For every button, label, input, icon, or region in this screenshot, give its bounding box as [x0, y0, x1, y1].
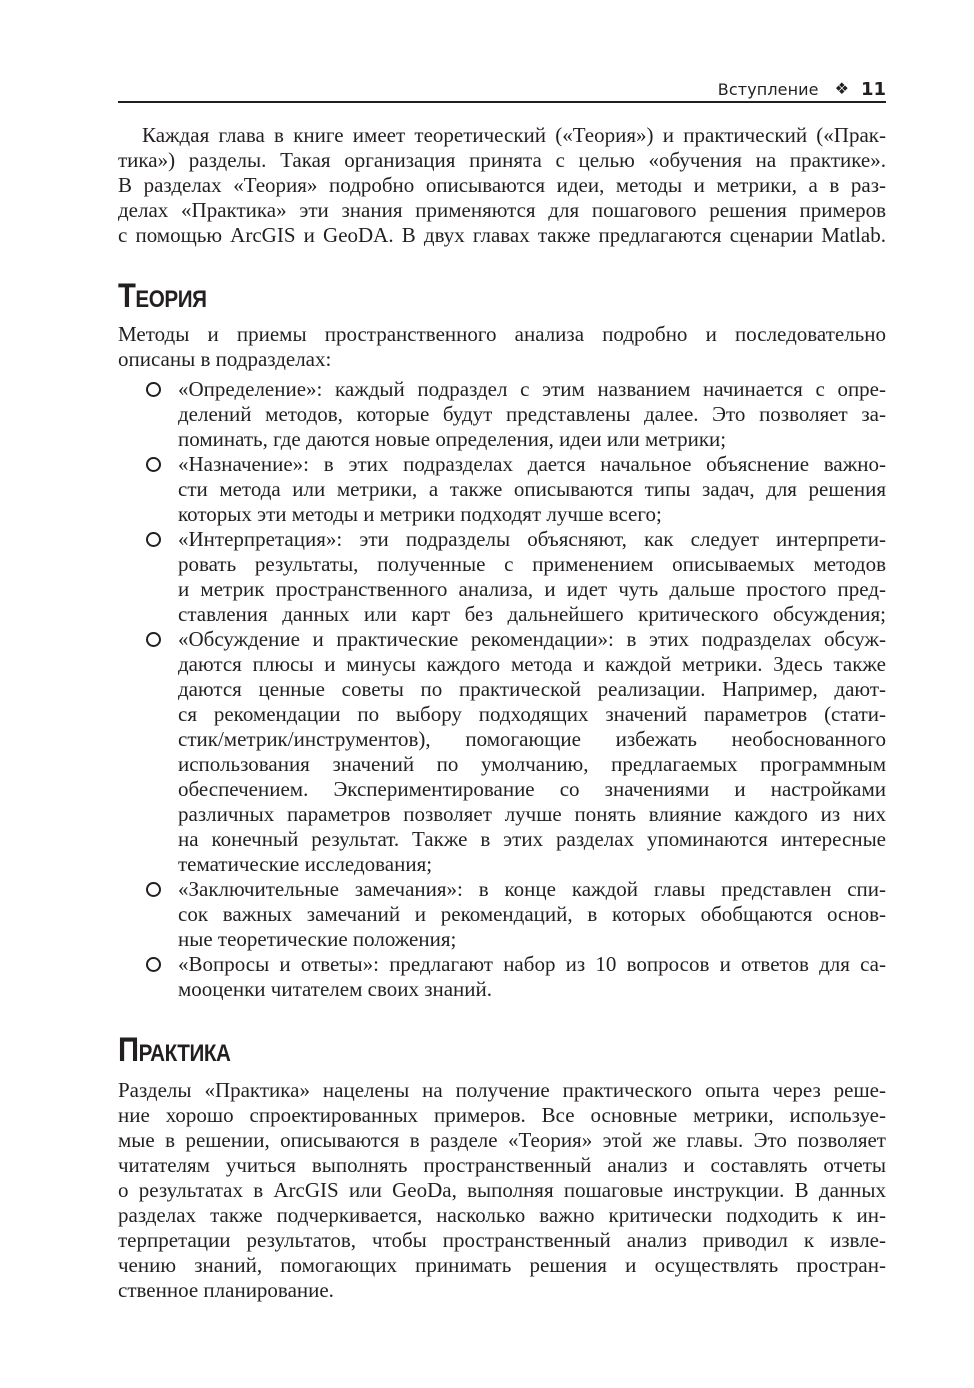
text-line: о результатах в ArcGIS или GeoDa, выполняя пошаговые инструкции. В данных	[118, 1178, 886, 1202]
text-line: чению знаний, помогающих принимать решения и осуществлять простран-	[118, 1253, 886, 1277]
text-line: «Вопросы и ответы»: предлагают набор из 10 вопросов и ответов для са-	[178, 952, 886, 976]
hollow-circle-bullet-icon	[146, 882, 161, 897]
text-line: «Назначение»: в этих подразделах дается начальное объяснение важно-	[178, 452, 886, 476]
text-line: ся рекомендации по выбору подходящих значений параметров (стати-	[178, 702, 886, 726]
text-line: на конечный результат. Также в этих разделах упоминаются интересные	[178, 827, 886, 851]
text-line: читателям учиться выполнять пространственный анализ и составлять отчеты	[118, 1153, 886, 1177]
text-line: ставления данных или карт без дальнейшего критического обсуждения;	[178, 602, 886, 626]
text-line: «Определение»: каждый подраздел с этим названием начинается с опре-	[178, 377, 886, 401]
text-line: мооценки читателем своих знаний.	[178, 977, 493, 1001]
text-line: Каждая глава в книге имеет теоретический («Теория») и практический («Прак-	[142, 123, 886, 147]
text-line: «Заключительные замечания»: в конце каждой главы представлен спи-	[178, 877, 886, 901]
text-line: разделах также подчеркивается, насколько важно критически подходить к ин-	[118, 1203, 886, 1227]
hollow-circle-bullet-icon	[146, 532, 161, 547]
section-heading-practice: Практика	[118, 1031, 231, 1069]
text-line: тематические исследования;	[178, 852, 433, 876]
section-heading-theory: Теория	[118, 277, 207, 315]
text-line: ровать результаты, полученные с применением описываемых методов	[178, 552, 886, 576]
text-line: сти метода или метрики, а также описываются типы задач, для решения	[178, 477, 886, 501]
text-line: ные теоретические положения;	[178, 927, 457, 951]
four-diamond-ornament-icon: ❖	[834, 79, 849, 98]
page-number: 11	[860, 78, 886, 100]
text-line: различных параметров позволяет лучше понять влияние каждого из них	[178, 802, 886, 826]
text-line: делах «Практика» эти знания применяются для пошагового решения примеров	[118, 198, 886, 222]
text-line: и метрик пространственного анализа, и идет чуть дальше простого пред-	[178, 577, 886, 601]
text-line: описаны в подразделах:	[118, 347, 332, 371]
hollow-circle-bullet-icon	[146, 382, 161, 397]
text-line: поминать, где даются новые определения, идеи или метрики;	[178, 427, 727, 451]
text-line: стик/метрик/инструментов), помогающие избежать необоснованного	[178, 727, 886, 751]
text-line: обеспечением. Экспериментирование со значениями и настройками	[178, 777, 886, 801]
text-line: «Обсуждение и практические рекомендации»: в этих подразделах обсуж-	[178, 627, 886, 651]
header-rule	[118, 101, 886, 103]
text-line: с помощью ArcGIS и GeoDA. В двух главах также предлагаются сценарии Matlab.	[118, 223, 886, 247]
text-line: сок важных замечаний и рекомендаций, в которых обобщаются основ-	[178, 902, 886, 926]
text-line: делений методов, которые будут представлены далее. Это позволяет за-	[178, 402, 886, 426]
text-line: мые в решении, описываются в разделе «Теория» этой же главы. Это позволяет	[118, 1128, 886, 1152]
text-line: которых эти методы и метрики подходят лучше всего;	[178, 502, 662, 526]
chapter-title: Вступление	[717, 79, 819, 99]
text-line: терпретации результатов, чтобы пространственный анализ приводил к извле-	[118, 1228, 886, 1252]
text-line: Разделы «Практика» нацелены на получение практического опыта через реше-	[118, 1078, 886, 1102]
text-line: Методы и приемы пространственного анализа подробно и последовательно	[118, 322, 886, 346]
text-line: «Интерпретация»: эти подразделы объясняют, как следует интерпрети-	[178, 527, 886, 551]
text-line: использования значений по умолчанию, предлагаемых программным	[178, 752, 886, 776]
running-header	[718, 77, 886, 101]
hollow-circle-bullet-icon	[146, 632, 161, 647]
hollow-circle-bullet-icon	[146, 957, 161, 972]
text-line: ние хорошо спроектированных примеров. Все основные метрики, используе-	[118, 1103, 886, 1127]
text-line: тика») разделы. Такая организация принята с целью «обучения на практике».	[118, 148, 886, 172]
hollow-circle-bullet-icon	[146, 457, 161, 472]
text-line: ственное планирование.	[118, 1278, 334, 1302]
text-line: В разделах «Теория» подробно описываются идеи, методы и метрики, а в раз-	[118, 173, 886, 197]
text-line: даются ценные советы по практической реализации. Например, дают-	[178, 677, 886, 701]
text-line: даются плюсы и минусы каждого метода и каждой метрики. Здесь также	[178, 652, 886, 676]
